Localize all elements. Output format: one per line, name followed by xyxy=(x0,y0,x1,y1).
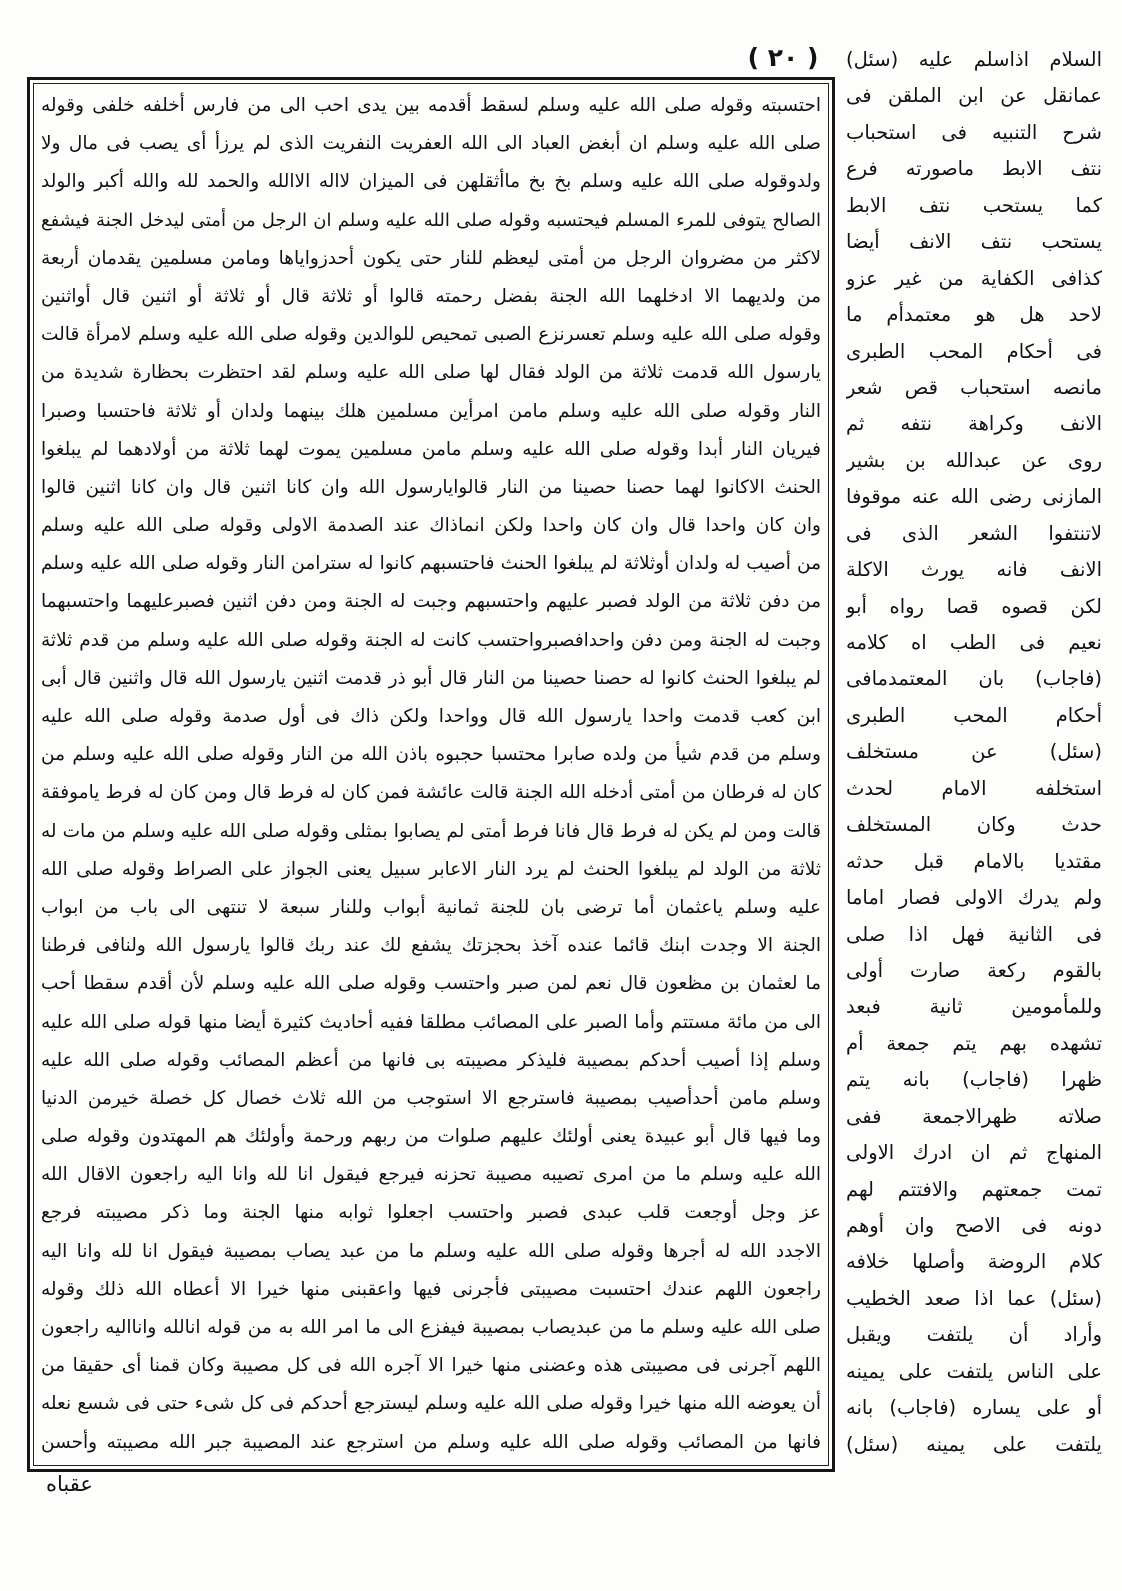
main-text-line: الجنة الا وجدت ابنك قائما عنده آخذ بحجزتك يشفع لك عند ربك قالوا يارسول الله ولنافى فرطنا xyxy=(41,935,821,957)
margin-text-line: مقتديا بالامام قبل حدثه xyxy=(846,849,1102,873)
main-text-line: راجعون اللهم عندك احتسبت مصيبتى فأجرنى فيها واعقبنى منها خيرا الا أعطاه الله ذلك وقوله xyxy=(41,1278,821,1300)
margin-text-line: أو على يساره (فاجاب) بانه xyxy=(846,1396,1102,1420)
margin-text-line: استخلفه الامام لحدث xyxy=(846,776,1102,800)
margin-text-line: فى الثانية فهل اذا صلى xyxy=(846,922,1102,946)
margin-text-line: كما يستحب نتف الابط xyxy=(846,193,1102,217)
margin-text-line: لكن قصوه قصا رواه أبو xyxy=(846,594,1102,618)
margin-text-line: (سئل) عن مستخلف xyxy=(846,740,1102,764)
margin-text-line: يستحب نتف الانف أيضا xyxy=(846,230,1102,254)
margin-text-line: حدث وكان المستخلف xyxy=(846,813,1102,837)
main-text-line: فانها من المصائب وقوله صلى الله عليه وسلم من استرجع عند المصيبة جبر الله مصيبته وأحسن xyxy=(41,1431,821,1453)
main-text-line: قالت ومن لم يكن له فرط قال فانا فرط أمتى لم يصابوا بمثلى وقوله صلى الله عليه وسلم من مات له xyxy=(41,820,821,842)
catchword: عقباه xyxy=(46,1472,93,1496)
main-text-line: ما لعثمان بن مظعون قال نعم لمن صبر واحتسب وقوله صلى الله عليه وسلم لأن أقدم سقطا أحب xyxy=(41,973,821,995)
margin-text-line: لاتنتفوا الشعر الذى فى xyxy=(846,521,1102,545)
margin-text-line: صلاته ظهرالاجمعة ففى xyxy=(846,1104,1102,1128)
margin-text-line: على الناس يلتفت على يمينه xyxy=(846,1359,1102,1383)
margin-text-line: تمت جمعتهم والافتتم لهم xyxy=(846,1177,1102,1201)
margin-text-line: (فاجاب) بان المعتمدمافى xyxy=(846,667,1102,691)
margin-text-line: ظهرا (فاجاب) بانه يتم xyxy=(846,1068,1102,1092)
main-text-line: من دفن ثلاثة من الولد فصبر عليهم واحتسبهم وجبت له الجنة ومن دفن اثنين فصبرعليهما واحتسبهما xyxy=(41,591,821,613)
main-text-line: من ولديهما الا ادخلهما الله الجنة بفضل رحمته قالوا أو ثلاثة قال أو ثلاثة أو اثنين قال أواثنين xyxy=(41,285,821,307)
margin-text-line: الانف وكراهة نتفه ثم xyxy=(846,412,1102,436)
main-text-line: لم يبلغوا الحنث كانوا له حصنا حصينا من النار قال أبو ذر قدمت اثنين يارسول الله قال واثنين قال أبى xyxy=(41,667,821,689)
main-text-line: أن يعوضه الله منها خيرا وقوله صلى الله عليه وسلم ليسترجع أحدكم فى كل شىء حتى فى شسع نعله xyxy=(41,1393,821,1415)
main-text-line: من أصيب له ولدان أوثلاثة لم يبلغوا الحنث فاحتسبهم كانوا له سترامن النار وقوله صلى الله عليه وسلم xyxy=(41,553,821,575)
margin-text-line: أحكام المحب الطبرى xyxy=(846,703,1102,727)
main-text-line: يارسول الله قدمت ثلاثة من الولد فقال لها صلى الله عليه وسلم لقد احتظرت بحظارة شديدة من xyxy=(41,362,821,384)
main-text-line: لاكثر من مضروان الرجل من أمتى ليعظم للنار حتى يكون أحدزواياها ومامن مسلمين يقدمان أربعة xyxy=(41,247,821,269)
main-text-line: احتسبته وقوله صلى الله عليه وسلم لسقط أقدمه بين يدى احب الى من فارس أخلفه خلفى وقوله xyxy=(41,95,821,116)
margin-text-line: السلام اذاسلم عليه (سئل) xyxy=(846,48,1102,71)
main-text-line: الصالح يتوفى للمرء المسلم فيحتسبه وقوله صلى الله عليه وسلم ان الرجل من أمتى ليدخل الجنة فيشفع xyxy=(41,209,821,231)
main-text-line: وقوله صلى الله عليه وسلم تعسرنزع الصبى تمحيص للوالدين وقوله صلى الله عليه وسلم لامرأة قالت xyxy=(41,324,821,346)
main-text-line: اللهم آجرنى فى مصيبتى هذه وعضنى منها خيرا الا آجره الله فى كل مصيبة وكان قمنا أى حقيقا من xyxy=(41,1355,821,1377)
margin-text-line: الانف فانه يورث الاكلة xyxy=(846,558,1102,582)
main-text-line: وسلم مامن أحدأصيب بمصيبة فاسترجع الا استوجب من الله ثلاث خصال كل خصلة خيرمن الدنيا xyxy=(41,1087,821,1109)
margin-text-line: المنهاج ثم ان ادرك الاولى xyxy=(846,1141,1102,1165)
main-text-line: الحنث الاكانوا لهما حصنا حصينا من النار قالوايارسول الله وان كانا اثنين قال وان كانا اثنين قالوا xyxy=(41,476,821,498)
page-number: ( ٢٠ ) xyxy=(747,43,819,72)
margin-text-line: ولم يدرك الاولى فصار اماما xyxy=(846,886,1102,910)
main-text-block xyxy=(41,87,821,1462)
main-text-line: عليه وسلم ياعثمان أما ترضى بان للجنة ثمانية أبواب وللنار سبعة لا تنتهى الى باب من ابواب xyxy=(41,896,821,918)
main-text-line: ابن كعب قدمت واحدا يارسول الله قال وواحدا ولكن ذاك فى أول صدمة وقوله صلى الله عليه xyxy=(41,706,821,727)
margin-text-line: مانصه استحباب قص شعر xyxy=(846,375,1102,399)
main-text-line: عز وجل أوجعت قلب عبدى فصبر واحتسب اجعلوا ثوابه منها الجنة وما ذكر مصيبته فرجع xyxy=(41,1202,821,1224)
main-text-line: وجبت له الجنة ومن دفن واحدافصبرواحتسب كانت له الجنة وقوله صلى الله عليه وسلم من قدم ثلاثة xyxy=(41,629,821,651)
main-text-line: وان كان واحدا قال وان كان واحدا ولكن انماذاك عند الصدمة الاولى وقوله صلى الله عليه وسلم xyxy=(41,515,821,537)
margin-text-line: كذافى الكفاية من غير عزو xyxy=(846,266,1102,290)
main-text-line: الى من مائة مستتم وأما الصبر على المصائب مطلقا ففيه أحاديث كثيرة أيضا منها قوله صلى الله عليه xyxy=(41,1011,821,1033)
main-text-line: صلى الله عليه وسلم ان أبغض العباد الى الله العفريت النفريت الذى لم يرزأ أى يصب فى مال ولا xyxy=(41,133,821,155)
main-text-line: ولدوقوله صلى الله عليه وسلم بخ بخ ماأثقلهن فى الميزان لااله الاالله والحمد لله والله أكبر والولد xyxy=(41,171,821,193)
margin-text-line: شرح التنبيه فى استحباب xyxy=(846,120,1102,144)
margin-text-line: نتف الابط ماصورته فرع xyxy=(846,157,1102,181)
margin-text-line: بالقوم ركعة صارت أولى xyxy=(846,958,1102,982)
margin-text-block xyxy=(846,42,1102,1463)
main-text-line: وسلم من قدم شيأ من ولده صابرا محتسبا حجبوه باذن الله من النار وقوله صلى الله عليه وسلم من xyxy=(41,744,821,766)
margin-text-line: وللمأمومين ثانية فبعد xyxy=(846,995,1102,1019)
margin-text-line: فى أحكام المحب الطبرى xyxy=(846,339,1102,363)
main-text-line: وما فيها قال أبو عبيدة يعنى أولئك عليهم صلوات من ربهم ورحمة وأولئك هم المهتدون وقوله صلى xyxy=(41,1126,821,1148)
main-text-line: فيريان النار أبدا وقوله صلى الله عليه وسلم مامن مسلمين يموت لهما ثلاثة من أولادهما لم يبلغوا xyxy=(41,438,821,460)
margin-text-line: (سئل) عما اذا صعد الخطيب xyxy=(846,1286,1102,1310)
margin-text-line: دونه فى الاصح وان أوهم xyxy=(846,1214,1102,1237)
margin-text-line: وأراد أن يلتفت ويقبل xyxy=(846,1323,1102,1347)
main-text-line: كان له فرطان من أمتى أدخله الله الجنة قالت عائشة فمن كان له فرط قال ومن كان له فرط ياموفقة xyxy=(41,782,821,804)
margin-text-line: كلام الروضة وأصلها خلافه xyxy=(846,1250,1102,1274)
margin-text-line: نعيم فى الطب اه كلامه xyxy=(846,631,1102,654)
margin-text-line: لاحد هل هو معتمدأم ما xyxy=(846,303,1102,327)
margin-text-line: روى عن عبدالله بن بشير xyxy=(846,448,1102,472)
margin-text-line: عمانقل عن ابن الملقن فى xyxy=(846,84,1102,108)
margin-text-line: تشهده بهم يتم جمعة أم xyxy=(846,1031,1102,1055)
margin-text-line: يلتفت على يمينه (سئل) xyxy=(846,1432,1102,1456)
main-text-line: ثلاثة من الولد لم يبلغوا الحنث لم يرد النار الاعابر سبيل يعنى الجواز على الصراط وقوله صلى الله xyxy=(41,858,821,880)
main-text-line: وسلم إذا أصيب أحدكم بمصيبة فليذكر مصيبته بى فانها من أعظم المصائب وقوله صلى الله عليه xyxy=(41,1049,821,1071)
main-text-line: الله عليه وسلم ما من امرى تصيبه مصيبة تحزنه فيرجع فيقول انا لله وانا اليه راجعون الاقال الله xyxy=(41,1164,821,1186)
margin-text-line: المازنى رضى الله عنه موقوفا xyxy=(846,485,1102,509)
main-text-line: الاجدد الله له أجرها وقوله صلى الله عليه وسلم ما من عبد يصاب بمصيبة فيقول انا لله وانا اليه xyxy=(41,1240,821,1262)
main-text-line: النار وقوله صلى الله عليه وسلم مامن امرأين مسلمين هلك بينهما ولدان أو ثلاثة فاحتسبا وصبرا xyxy=(41,400,821,422)
main-text-line: صلى الله عليه وسلم ما من عبديصاب بمصيبة فيفزع الى ما امر الله به من قوله انالله وانااليه راجعون xyxy=(41,1317,821,1338)
